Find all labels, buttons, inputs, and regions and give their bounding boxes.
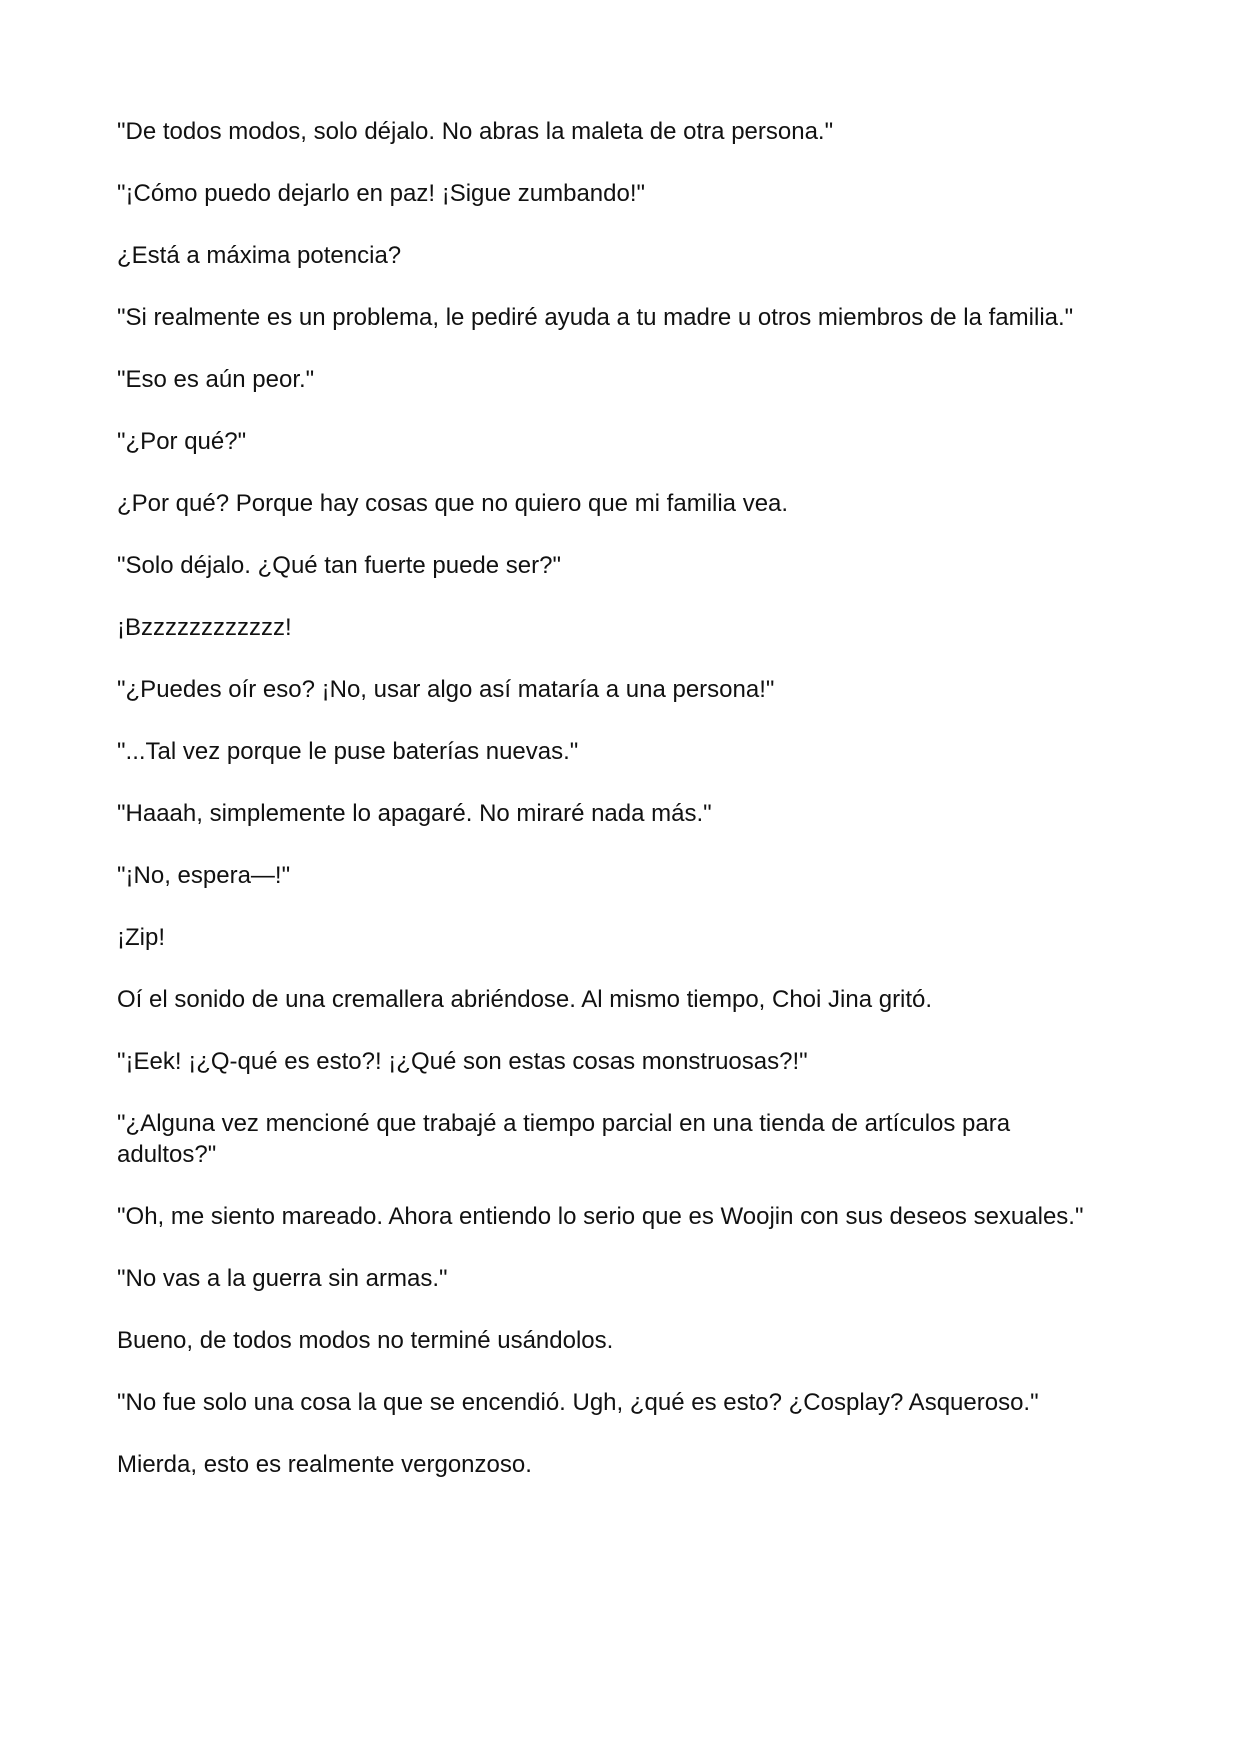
paragraph: "Haaah, simplemente lo apagaré. No miraré nada más." (117, 800, 712, 827)
paragraph: "¡Eek! ¡¿Q-qué es esto?! ¡¿Qué son estas cosas monstruosas?!" (117, 1048, 808, 1075)
paragraph: "No vas a la guerra sin armas." (117, 1265, 448, 1292)
paragraph: ¡Bzzzzzzzzzzzz! (117, 614, 292, 641)
paragraph: ¡Zip! (117, 924, 165, 951)
paragraph: Mierda, esto es realmente vergonzoso. (117, 1451, 532, 1478)
paragraph: ¿Por qué? Porque hay cosas que no quiero que mi familia vea. (117, 490, 789, 517)
paragraph: "Oh, me siento mareado. Ahora entiendo lo serio que es Woojin con sus deseos sexuales." (117, 1203, 1084, 1230)
document-body (117, 116, 1107, 1511)
paragraph: "¿Alguna vez mencioné que trabajé a tiempo parcial en una tienda de artículos para adultos?" (117, 1110, 1011, 1168)
paragraph: "Solo déjalo. ¿Qué tan fuerte puede ser?" (117, 552, 561, 579)
paragraph: "De todos modos, solo déjalo. No abras la maleta de otra persona." (117, 118, 834, 145)
paragraph: "¡Cómo puedo dejarlo en paz! ¡Sigue zumbando!" (117, 180, 646, 207)
paragraph: Bueno, de todos modos no terminé usándolos. (117, 1327, 614, 1354)
paragraph: "¡No, espera—!" (117, 862, 291, 889)
paragraph: Oí el sonido de una cremallera abriéndose. Al mismo tiempo, Choi Jina gritó. (117, 986, 933, 1013)
paragraph: "No fue solo una cosa la que se encendió. Ugh, ¿qué es esto? ¿Cosplay? Asqueroso." (117, 1389, 1039, 1416)
paragraph: "Eso es aún peor." (117, 366, 315, 393)
paragraph: "...Tal vez porque le puse baterías nuevas." (117, 738, 579, 765)
paragraph: "¿Por qué?" (117, 428, 247, 455)
paragraph: ¿Está a máxima potencia? (117, 242, 402, 269)
paragraph: "Si realmente es un problema, le pediré ayuda a tu madre u otros miembros de la familia." (117, 304, 1074, 331)
paragraph: "¿Puedes oír eso? ¡No, usar algo así mataría a una persona!" (117, 676, 775, 703)
